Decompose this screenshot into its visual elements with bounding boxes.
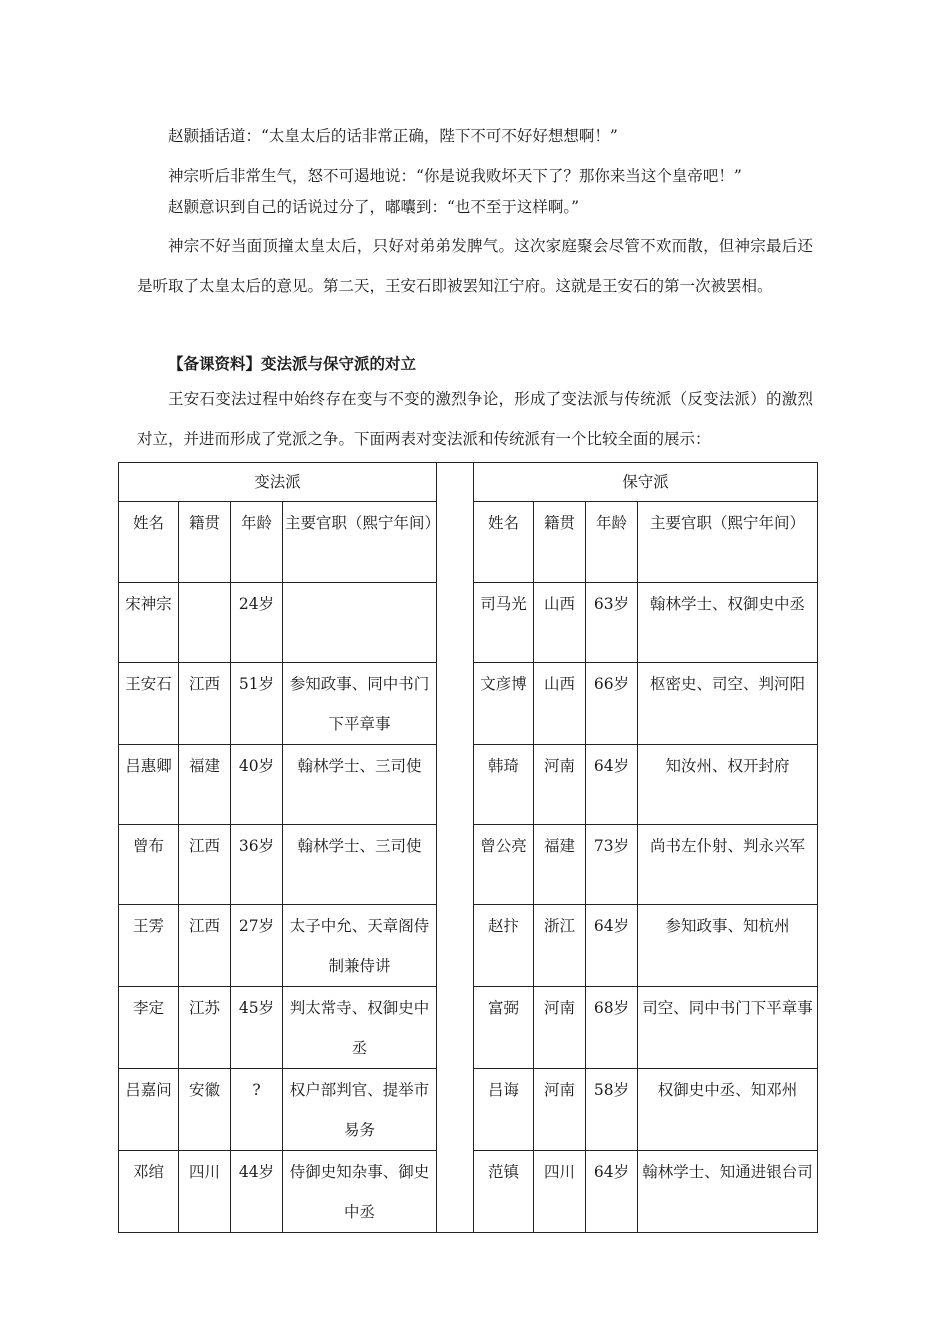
dialogue-paragraph-3: 赵颢意识到自己的话说过分了，嘟囔到：“也不至于这样啊。” [168,198,580,216]
reform-office-cell: 权户部判官、提举市易务 [283,1069,437,1151]
conservative-name-cell: 文彦博 [474,663,534,745]
conservative-native-place-cell: 河南 [534,745,586,825]
reform-native-place-cell [179,583,231,663]
reform-native-place-cell: 四川 [179,1151,231,1233]
reform-age-cell: 36岁 [231,825,283,905]
reform-office-cell: 判太常寺、权御史中丞 [283,987,437,1069]
conservative-native-place-cell: 山西 [534,583,586,663]
conservative-name-cell: 赵抃 [474,905,534,987]
reform-age-cell: 45岁 [231,987,283,1069]
comparison-table [118,462,818,1233]
reform-name-cell: 李定 [119,987,179,1069]
reform-office-cell: 翰林学士、三司使 [283,825,437,905]
conservative-office-cell: 枢密史、司空、判河阳 [638,663,818,745]
reform-name-cell: 王雱 [119,905,179,987]
dialogue-paragraph-1: 赵颢插话道：“太皇太后的话非常正确，陛下不可不好好想想啊！” [168,127,618,145]
conservative-age-cell: 64岁 [586,905,638,987]
conservative-col-name: 姓名 [474,502,534,583]
reform-col-office: 主要官职（熙宁年间） [283,502,437,583]
conservative-office-cell: 司空、同中书门下平章事 [638,987,818,1069]
reform-name-cell: 吕嘉问 [119,1069,179,1151]
reform-native-place-cell: 江西 [179,905,231,987]
reform-native-place-cell: 福建 [179,745,231,825]
conservative-age-cell: 68岁 [586,987,638,1069]
section-heading: 【备课资料】变法派与保守派的对立 [168,354,417,373]
conservative-native-place-cell: 福建 [534,825,586,905]
reform-age-cell: 27岁 [231,905,283,987]
reform-office-cell: 太子中允、天章阁侍制兼侍讲 [283,905,437,987]
reform-age-cell: 24岁 [231,583,283,663]
reform-native-place-cell: 江西 [179,663,231,745]
reform-name-cell: 吕惠卿 [119,745,179,825]
reform-name-cell: 邓绾 [119,1151,179,1233]
conservative-col-native-place: 籍贯 [534,502,586,583]
conservative-name-cell: 曾公亮 [474,825,534,905]
conservative-office-cell: 权御史中丞、知邓州 [638,1069,818,1151]
conservative-name-cell: 范镇 [474,1151,534,1233]
reform-office-cell: 参知政事、同中书门下平章事 [283,663,437,745]
conservative-native-place-cell: 山西 [534,663,586,745]
conservative-name-cell: 韩琦 [474,745,534,825]
conservative-name-cell: 司马光 [474,583,534,663]
conservative-name-cell: 富弼 [474,987,534,1069]
conservative-native-place-cell: 四川 [534,1151,586,1233]
narrative-paragraph: 神宗不好当面顶撞太皇太后，只好对弟弟发脾气。这次家庭聚会尽管不欢而散，但神宗最后还是听取了太皇太后的意见。第二天，王安石即被罢知江宁府。这就是王安石的第一次被罢相。 [137,237,813,295]
conservative-office-cell: 参知政事、知杭州 [638,905,818,987]
reform-col-name: 姓名 [119,502,179,583]
conservative-col-age: 年龄 [586,502,638,583]
intro-paragraph: 王安石变法过程中始终存在变与不变的激烈争论，形成了变法派与传统派（反变法派）的激烈对立，并进而形成了党派之争。下面两表对变法派和传统派有一个比较全面的展示： [137,390,813,448]
conservative-age-cell: 73岁 [586,825,638,905]
reform-native-place-cell: 江苏 [179,987,231,1069]
conservative-office-cell: 翰林学士、权御史中丞 [638,583,818,663]
conservative-name-cell: 吕诲 [474,1069,534,1151]
reform-age-cell: 40岁 [231,745,283,825]
conservative-office-cell: 翰林学士、知通进银台司 [638,1151,818,1233]
conservative-office-cell: 尚书左仆射、判永兴军 [638,825,818,905]
conservative-age-cell: 58岁 [586,1069,638,1151]
conservative-col-office: 主要官职（熙宁年间） [638,502,818,583]
conservative-office-cell: 知汝州、权开封府 [638,745,818,825]
reform-name-cell: 宋神宗 [119,583,179,663]
reform-office-cell [283,583,437,663]
reform-col-age: 年龄 [231,502,283,583]
conservative-native-place-cell: 河南 [534,987,586,1069]
conservative-age-cell: 63岁 [586,583,638,663]
conservative-age-cell: 64岁 [586,745,638,825]
reform-office-cell: 侍御史知杂事、御史中丞 [283,1151,437,1233]
reform-faction-title: 变法派 [119,463,437,502]
conservative-native-place-cell: 河南 [534,1069,586,1151]
reform-age-cell: 44岁 [231,1151,283,1233]
reform-age-cell: 51岁 [231,663,283,745]
reform-native-place-cell: 安徽 [179,1069,231,1151]
reform-col-native-place: 籍贯 [179,502,231,583]
table-gap [437,463,474,1233]
conservative-native-place-cell: 浙江 [534,905,586,987]
conservative-age-cell: 66岁 [586,663,638,745]
dialogue-paragraph-2: 神宗听后非常生气，怒不可遏地说：“你是说我败坏天下了？那你来当这个皇帝吧！” [168,167,742,185]
reform-name-cell: 曾布 [119,825,179,905]
reform-age-cell: ? [231,1069,283,1151]
reform-office-cell: 翰林学士、三司使 [283,745,437,825]
reform-native-place-cell: 江西 [179,825,231,905]
conservative-faction-title: 保守派 [474,463,818,502]
reform-name-cell: 王安石 [119,663,179,745]
conservative-age-cell: 64岁 [586,1151,638,1233]
